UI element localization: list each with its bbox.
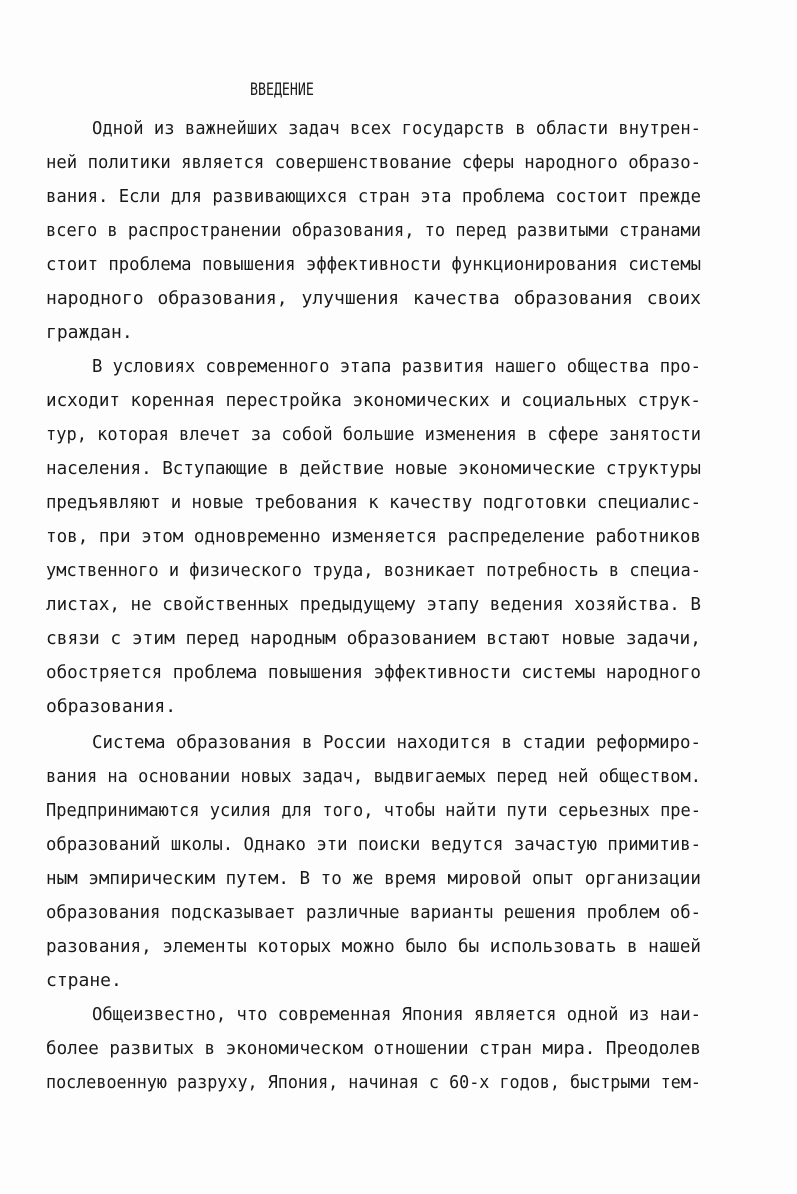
text-line: образования. xyxy=(46,696,177,717)
text-line: граждан. xyxy=(46,322,133,343)
text-line: предъявляют и новые требования к качеству подготовки специалис- xyxy=(46,492,701,513)
text-line: Система образования в России находится в стадии реформиро- xyxy=(92,732,701,753)
text-line: тов, при этом одновременно изменяется распределение работников xyxy=(46,526,701,547)
text-line: связи с этим перед народным образованием встают новые задачи, xyxy=(46,628,701,649)
text-line: разования, элементы которых можно было бы использовать в нашей xyxy=(46,936,701,957)
text-line: обостряется проблема повышения эффективности системы народного xyxy=(46,662,701,683)
text-line: Предпринимаются усилия для того, чтобы найти пути серьезных пре- xyxy=(46,800,701,821)
text-line: умственного и физического труда, возникает потребность в специа- xyxy=(46,560,701,581)
text-line: вания на основании новых задач, выдвигаемых перед ней обществом. xyxy=(46,766,701,787)
text-line: образования подсказывает различные варианты решения проблем об- xyxy=(46,902,701,923)
page-title: ВВЕДЕНИЕ xyxy=(250,80,314,100)
text-line: ней политики является совершенствование сферы народного образо- xyxy=(46,152,701,173)
text-line: вания. Если для развивающихся стран эта проблема состоит прежде xyxy=(46,186,701,207)
text-line: ным эмпирическим путем. В то же время мировой опыт организации xyxy=(46,868,701,889)
text-line: листах, не свойственных предыдущему этапу ведения хозяйства. В xyxy=(46,594,701,615)
text-line: тур, которая влечет за собой большие изменения в сфере занятости xyxy=(46,424,701,445)
text-line: более развитых в экономическом отношении стран мира. Преодолев xyxy=(46,1038,701,1059)
text-line: образований школы. Однако эти поиски ведутся зачастую примитив- xyxy=(46,834,701,855)
text-line: всего в распространении образования, то перед развитыми странами xyxy=(46,220,701,241)
text-line: Одной из важнейших задач всех государств в области внутрен- xyxy=(92,118,701,139)
text-line: В условиях современного этапа развития нашего общества про- xyxy=(92,356,701,377)
text-line: исходит коренная перестройка экономических и социальных струк- xyxy=(46,390,701,411)
text-line: народного образования, улучшения качества образования своих xyxy=(46,288,701,309)
text-line: населения. Вступающие в действие новые экономические структуры xyxy=(46,458,701,479)
text-line: стоит проблема повышения эффективности функционирования системы xyxy=(46,254,701,275)
text-line: стране. xyxy=(46,970,122,991)
text-line: Общеизвестно, что современная Япония является одной из наи- xyxy=(92,1004,701,1025)
text-line: послевоенную разруху, Япония, начиная с 60-х годов, быстрыми тем- xyxy=(46,1072,701,1093)
